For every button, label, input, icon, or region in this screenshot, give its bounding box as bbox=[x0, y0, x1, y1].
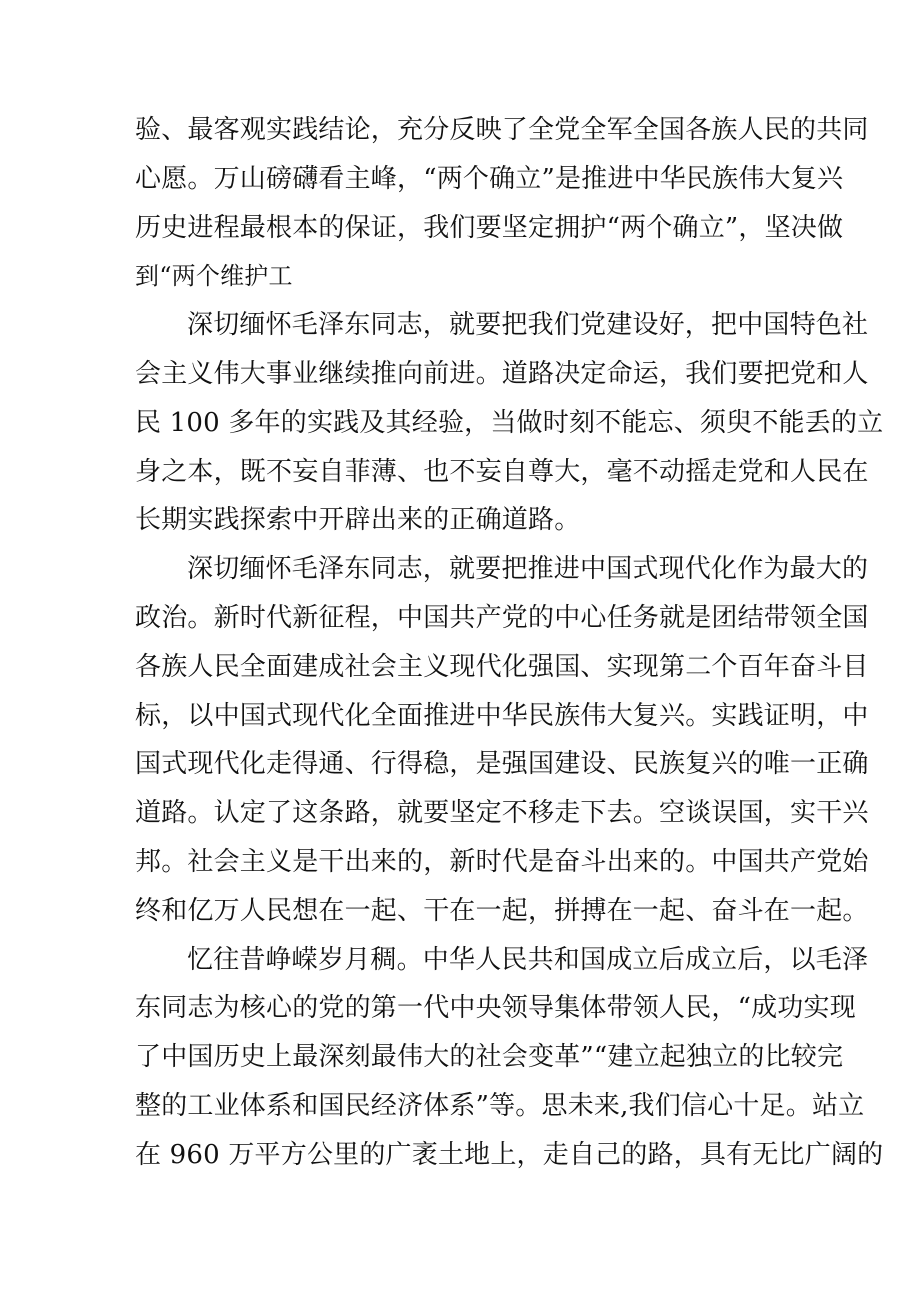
paragraph-3-line-5: 国式现代化走得通、行得稳，是强国建设、民族复兴的唯一正确 bbox=[135, 749, 869, 780]
paragraph-1-line-1: 验、最客观实践结论，充分反映了全党全军全国各族人民的共同 bbox=[135, 115, 869, 145]
paragraph-2-line-1: 深切缅怀毛泽东同志，就要把我们党建设好，把中国特色社 bbox=[187, 310, 869, 341]
paragraph-3-line-8: 终和亿万人民想在一起、干在一起，拼搏在一起、奋斗在一起。 bbox=[135, 895, 869, 926]
paragraph-4-line-1: 忆往昔峥嵘岁月稠。中华人民共和国成立后成立后，以毛泽 bbox=[187, 944, 869, 975]
paragraph-4-line-3: 了中国历史上最深刻最伟大的社会变革”“建立起独立的比较完 bbox=[135, 1042, 844, 1073]
paragraph-3-line-7: 邦。社会主义是干出来的，新时代是奋斗出来的。中国共产党始 bbox=[135, 846, 869, 877]
paragraph-3-line-4: 标，以中国式现代化全面推进中华民族伟大复兴。实践证明，中 bbox=[135, 700, 869, 731]
paragraph-3-line-1: 深切缅怀毛泽东同志，就要把推进中国式现代化作为最大的 bbox=[187, 554, 869, 585]
paragraph-3-line-2: 政治。新时代新征程，中国共产党的中心任务就是团结带领全国 bbox=[135, 602, 869, 633]
paragraph-1-line-2: 心愿。万山磅礴看主峰，“两个确立”是推进中华民族伟大复兴 bbox=[135, 163, 844, 194]
paragraph-1-line-4: 到“两个维护工 bbox=[135, 262, 293, 291]
paragraph-3-line-6: 道路。认定了这条路，就要坚定不移走下去。空谈误国，实干兴 bbox=[135, 798, 869, 829]
paragraph-4-line-5: 在 960 万平方公里的广袤土地上，走自己的路，具有无比广阔的 bbox=[135, 1139, 884, 1170]
paragraph-3-line-3: 各族人民全面建成社会主义现代化强国、实现第二个百年奋斗目 bbox=[135, 651, 869, 682]
document-body bbox=[135, 106, 884, 1180]
paragraph-2-line-4: 身之本，既不妄自菲薄、也不妄自尊大，毫不动摇走党和人民在 bbox=[135, 456, 869, 487]
paragraph-2-line-2: 会主义伟大事业继续推向前进。道路决定命运，我们要把党和人 bbox=[135, 358, 869, 389]
paragraph-2-line-5: 长期实践探索中开辟出来的正确道路。 bbox=[135, 505, 581, 536]
paragraph-2-line-3: 民 100 多年的实践及其经验，当做时刻不能忘、须臾不能丢的立 bbox=[135, 407, 884, 438]
paragraph-1-line-3: 历史进程最根本的保证，我们要坚定拥护“两个确立”，坚决做 bbox=[135, 212, 844, 243]
paragraph-4-line-4: 整的工业体系和国民经济体系”等。思未来,我们信心十足。站立 bbox=[135, 1090, 865, 1121]
paragraph-4-line-2: 东同志为核心的党的第一代中央领导集体带领人民，“成功实现 bbox=[135, 993, 856, 1024]
